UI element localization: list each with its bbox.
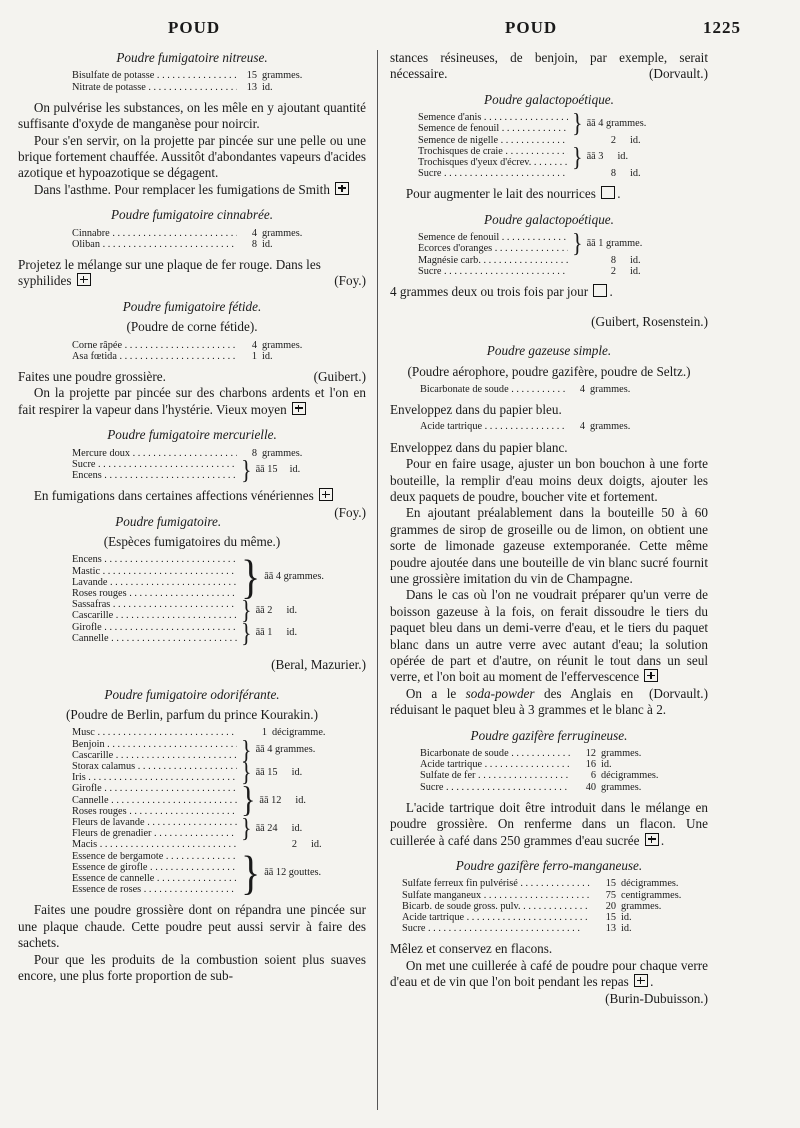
ingredient-group: Sassafras . . . Cascarille . . . } āā 2 id. [72, 599, 366, 621]
ingredient-group: Trochisques de craie . . . Trochisques d'yeux d'écrev. . . . } āā 3 id. [418, 146, 708, 168]
remedy-square-icon [601, 186, 615, 199]
brace-glyph: } [241, 617, 252, 648]
ingredient-list [420, 384, 708, 395]
brace-glyph: } [241, 734, 252, 765]
ingredient-group: Fleurs de lavande . . . Fleurs de grenadier . . . } āā 24 id. [72, 817, 366, 839]
recipe-subtitle: (Poudre de corne fétide). [126, 319, 258, 335]
paragraph: Mêlez et conservez en flacons. [390, 941, 553, 957]
recipe-subtitle: (Poudre de Berlin, parfum du prince Kourakin.) [66, 707, 318, 723]
ingredient-list [420, 422, 708, 433]
ingredient-list [72, 447, 366, 485]
ingredient-row: Bicarb. de soude gross. pulv. . . . 20 grammes. [402, 901, 708, 912]
recipe-title: Poudre fumigatoire mercurielle. [107, 427, 277, 443]
ingredient-row: Sucre . . . 8 id. [418, 168, 708, 179]
ingredient-row: Acide tartrique . . . 16 id. [420, 759, 708, 770]
paragraph: On la projette par pincée sur des charbons ardents et l'on en fait respirer la vapeur dans l'hystérie. Vieux moyen [18, 385, 366, 417]
remedy-square-icon [593, 284, 607, 297]
author-citation: (Guibert, Rosenstein.) [591, 313, 708, 329]
brace-glyph: } [572, 107, 583, 138]
recipe-title: Poudre fumigatoire cinnabrée. [110, 207, 273, 223]
recipe-title: Poudre fumigatoire. [115, 513, 222, 529]
recipe-title: Poudre gazifère ferrugineuse. [470, 727, 628, 743]
ingredient-group: Storax calamus . . . Iris . . . } āā 15 id. [72, 761, 366, 783]
ingredient-list [72, 340, 366, 362]
ingredient-row: Bicarbonate de soude . . . 12 grammes. [420, 748, 708, 759]
remedy-plus-icon [644, 669, 658, 682]
author-citation: (Foy.) [334, 504, 366, 520]
brace-glyph: } [241, 756, 252, 787]
paragraph: stances résineuses, de benjoin, par exemple, serait nécessaire. (Dorvault.) [390, 50, 708, 82]
ingredient-list [72, 70, 366, 92]
author-citation: (Guibert.) [313, 369, 366, 384]
author-citation: (Foy.) [334, 273, 366, 289]
paragraph: L'acide tartrique doit être introduit dans le mélange en poudre grossière. On renferme dans un flacon. Une cuillerée à café dans 250 grammes d'eau sucrée . [390, 799, 708, 848]
recipe-title: Poudre galactopoétique. [484, 91, 614, 107]
ingredient-row: Sucre . . . 40 grammes. [420, 782, 708, 793]
author-citation: (Dorvault.) [649, 685, 708, 701]
remedy-plus-icon [634, 974, 648, 987]
recipe-title: Poudre fumigatoire odoriférante. [104, 686, 280, 702]
recipe-subtitle: (Poudre aérophore, poudre gazifère, poudre de Seltz.) [407, 363, 691, 379]
paragraph: Pour augmenter le lait des nourrices . [405, 186, 621, 202]
ingredient-row: Macis . . . 2 id. [72, 839, 366, 850]
ingredient-row: Corne râpée . . . 4 grammes. [72, 340, 366, 351]
ingredient-group: Girofle . . . Cannelle . . . Roses rouges . . . } āā 12 id. [72, 783, 366, 817]
ingredient-list [418, 227, 708, 277]
ingredient-row: Sucre . . . 13 id. [402, 923, 708, 934]
ingredient-group: Semence d'anis . . . Semence de fenouil . . . } āā 4 grammes. [418, 112, 708, 134]
ingredient-row: Nitrate de potasse . . . 13 id. [72, 82, 366, 93]
ingredient-row: Acide tartrique . . . 4 grammes. [420, 422, 708, 433]
running-head-center: POUD [505, 18, 558, 37]
ingredient-list [72, 549, 366, 648]
remedy-plus-icon [292, 402, 306, 415]
paragraph: Dans l'asthme. Pour remplacer les fumigations de Smith [18, 182, 366, 198]
paragraph: Dans le cas où l'on ne voudrait préparer qu'un verre de boisson gazeuse à la fois, on ferait dissoudre le tiers du paquet bleu dans un demi-verre d'eau, et le tiers du paquet blanc dans un autre verre avec autant d'eau; la solution opérée de part et d'autre, on réunit le tout dans un seul verre, et l'on boit au moment de l'effervescence (Dorvault.) [390, 587, 708, 701]
recipe-title: Poudre fumigatoire nitreuse. [116, 50, 268, 65]
remedy-plus-icon [335, 182, 349, 195]
paragraph: Faites une poudre grossière dont on répandra une pincée sur une plaque chaude. Cette poudre peut aussi servir à faire des sachets. [18, 902, 366, 951]
paragraph: On met une cuillerée à café de poudre pour chaque verre d'eau et de vin que l'on boit pendant les repas . (Burin-Dubuisson.) [390, 957, 708, 1006]
ingredient-row: Sulfate ferreux fin pulvérisé . . . 15 décigrammes. [402, 878, 708, 889]
ingredient-group: Sucre . . . Encens . . . } āā 15 id. [72, 459, 366, 481]
ingredient-group: Essence de bergamote . . . Essence de girofle . . . Essence de cannelle . . . Essence de roses . . . } āā 12 gouttes. [72, 851, 366, 896]
author-citation: (Dorvault.) [649, 66, 708, 82]
ingredient-list [72, 727, 366, 900]
page-number: 1225 [703, 18, 741, 37]
ingredient-row: Mercure doux . . . 8 grammes. [72, 448, 366, 459]
paragraph: On pulvérise les substances, on les mêle en y ajoutant quantité suffisante d'oxyde de manganèse pour noircir. [18, 99, 366, 132]
ingredient-list [402, 878, 708, 934]
ingredient-row: Oliban . . . 8 id. [72, 239, 366, 250]
paragraph: On a le soda-powder des Anglais en réduisant le paquet bleu à 3 grammes et le blanc à 2. [390, 685, 667, 718]
recipe-subtitle: (Espèces fumigatoires du même.) [103, 534, 281, 549]
ingredient-group: Encens . . . Mastic . . . Lavande . . . Roses rouges . . . } āā 4 grammes. [72, 554, 366, 599]
brace-glyph: } [241, 812, 252, 843]
remedy-plus-icon [319, 488, 333, 501]
ingredient-row: Cinnabre . . . 4 grammes. [72, 228, 366, 239]
right-column [390, 50, 708, 1007]
ingredient-row: Asa fœtida . . . 1 id. [72, 351, 366, 362]
ingredient-row: Sulfate manganeux . . . 75 centigrammes. [402, 890, 708, 901]
recipe-title: Poudre fumigatoire fétide. [122, 298, 262, 314]
ingredient-row: Musc . . . 1 décigramme. [72, 728, 366, 739]
ingredient-list [418, 107, 708, 180]
remedy-plus-icon [77, 273, 91, 286]
ingredient-row: Semence de nigelle . . . 2 id. [418, 135, 708, 146]
column-rule [377, 50, 378, 1110]
paragraph: 4 grammes deux ou trois fois par jour . [390, 283, 613, 299]
ingredient-row: Sucre . . . 2 id. [418, 266, 708, 277]
ingredient-group: Semence de fenouil . . . Écorces d'oranges . . . } āā 1 gramme. [418, 232, 708, 254]
ingredient-row: Bisulfate de potasse . . . 15 grammes. [72, 70, 366, 81]
author-citation: (Beral, Mazurier.) [271, 657, 366, 673]
paragraph: Pour en faire usage, ajuster un bon bouchon à une forte bouteille, la remplir d'eau moins deux doigts, ajouter les deux paquets de poudre, boucher vite et fortement. [390, 456, 708, 504]
brace-glyph: } [241, 549, 261, 604]
recipe-title: Poudre galactopoétique. [484, 211, 614, 227]
brace-glyph: } [241, 594, 252, 625]
left-column [18, 50, 366, 984]
paragraph: En fumigations dans certaines affections vénériennes (Foy.) [33, 488, 366, 520]
ingredient-group: Girofle . . . Cannelle . . . } āā 1 id. [72, 622, 366, 644]
ingredient-list [72, 228, 366, 250]
recipe-title: Poudre gazeuse simple. [486, 343, 612, 359]
paragraph: En ajoutant préalablement dans la bouteille 50 à 60 grammes de sirop de groseille ou de limon, on obtient une sorte de limonade gazeuse extemporanée. Cette même poudre ajoutée dans une bouteille de vin blanc sucré fournit une grossière imitation du vin de Champagne. [390, 505, 708, 586]
remedy-plus-icon [645, 833, 659, 846]
paragraph: Pour que les produits de la combustion soient plus suaves encore, une plus forte proportion de sub- [18, 951, 366, 983]
ingredient-row: Bicarbonate de soude . . . 4 grammes. [420, 384, 708, 395]
ingredient-row: Acide tartrique . . . 15 id. [402, 912, 708, 923]
ingredient-row: Magnésie carb. . . . 8 id. [418, 255, 708, 266]
running-head-left: POUD [168, 18, 221, 37]
brace-glyph: } [572, 141, 583, 172]
paragraph: Enveloppez dans du papier blanc. [390, 439, 568, 455]
brace-glyph: } [241, 845, 261, 900]
ingredient-row: Sulfate de fer . . . 6 décigrammes. [420, 770, 708, 781]
ingredient-list [420, 748, 708, 793]
recipe-title: Poudre gazifère ferro-manganeuse. [455, 857, 643, 873]
paragraph: Projetez le mélange sur une plaque de fer rouge. Dans les syphilides (Foy.) [18, 257, 366, 289]
brace-glyph: } [241, 454, 252, 485]
paragraph: Faites une poudre grossière. (Guibert.) [18, 369, 366, 384]
paragraph: Pour s'en servir, on la projette par pincée sur une pelle ou une brique fortement chauffée. Aussitôt d'abondantes vapeurs d'acides azotique et hypoazotique se dégagent. [18, 132, 366, 181]
brace-glyph: } [241, 779, 256, 820]
brace-glyph: } [572, 227, 583, 258]
author-citation: (Burin-Dubuisson.) [605, 990, 708, 1006]
paragraph: Enveloppez dans du papier bleu. [390, 402, 562, 418]
ingredient-group: Benjoin . . . Cascarille . . . } āā 4 grammes. [72, 739, 366, 761]
